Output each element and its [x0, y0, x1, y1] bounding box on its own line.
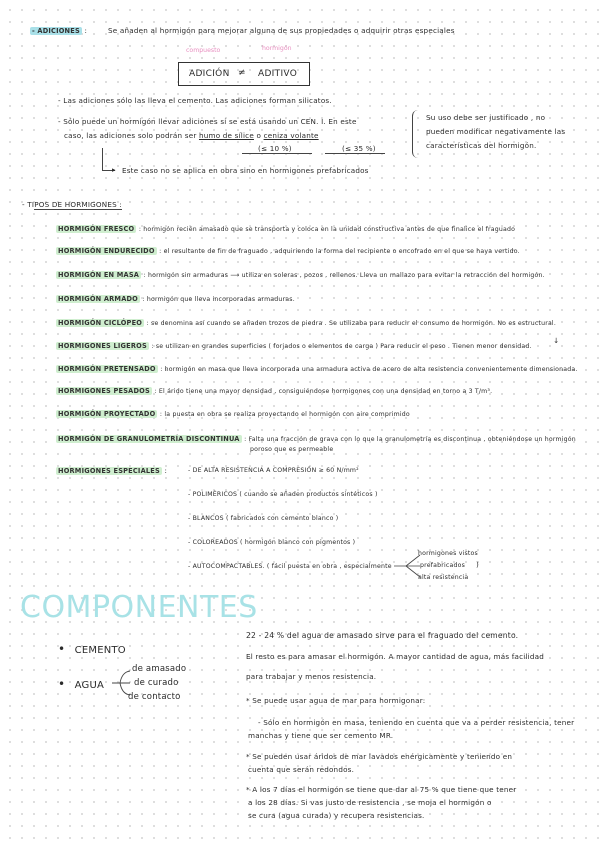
comp-right-2: para trabajar y menos resistencia.: [246, 672, 377, 681]
tipo-item-6: [56, 364, 578, 373]
comp-right-4: - Sólo en hormigón en masa, teniendo en cuenta que va a perder resistencia, tener: [258, 718, 575, 727]
tipo-term: HORMIGÓN PROYECTADO: [58, 410, 156, 418]
tipo-term: HORMIGÓN PRETENSADO: [58, 365, 156, 373]
comp-right-8: * A los 7 días el hormigón se tiene que dar al 75 % que tiene que tener: [246, 785, 517, 794]
tipo-text: : el resultante de fin de fraguado , adquiriendo la forma del recipiente o encofrado en el que se haya vertido.: [159, 248, 520, 255]
tipo-text: : se utilizan en grandes superficies ( forjados o elementos de carga ) Para reducir el peso . Tienen menor densidad.: [151, 343, 532, 350]
tipos-title: - TIPOS DE HORMIGONES :: [22, 200, 122, 209]
auto-close: ): [476, 560, 480, 569]
tipo-item-9-cont: poroso que es permeable: [250, 446, 334, 453]
tipo-term: HORMIGÓN ENDURECIDO: [58, 247, 155, 255]
adiciones-line2a: - Sólo puede un hormigón llevar adiciones si se está usando un CEN. I. En este: [58, 117, 357, 126]
comp-right-3: * Se puede usar agua de mar para hormigonar:: [246, 696, 426, 705]
comp-right-10: se cura (agua curada) y recupera resistencias.: [248, 811, 425, 820]
tipo-term: HORMIGÓN DE GRANULOMETRÍA DISCONTINUA: [58, 435, 240, 443]
adiciones-colon: :: [84, 26, 88, 35]
note-right-3: características del hormigón.: [426, 141, 537, 150]
brace-right: [412, 110, 423, 158]
auto-branch-1: prefabricados: [420, 562, 466, 569]
comp-right-1: El resto es para amasar el hormigón. A mayor cantidad de agua, más facilidad: [246, 652, 544, 661]
box-aditivo: ADITIVO: [258, 69, 298, 79]
especial-3: - COLOREADOS ( hormigón blanco con pigmentos ): [188, 539, 356, 546]
arrow-down-mark: ↓: [553, 336, 560, 345]
tipo-term: HORMIGÓN CICLÓPEO: [58, 319, 143, 327]
underline-pct2: [325, 153, 385, 154]
comp-right-6: * Se pueden usar áridos de mar lavados enérgicamente y teniendo en: [246, 752, 513, 761]
tipo-item-1: [56, 246, 520, 255]
tipo-item-0: [56, 224, 515, 233]
especial-1: - POLIMÉRICOS ( cuando se añaden productos sintéticos ): [188, 491, 378, 498]
especial-0: - DE ALTA RESISTENCIA A COMPRESIÓN ≥ 60 N/mm²: [188, 467, 359, 474]
label-compuesto: compuesto: [186, 47, 221, 54]
adiciones-definition: Se añaden al hormigón para mejorar alguna de sus propiedades o adquirir otras especiales: [108, 26, 455, 35]
tipo-text: : Falta una fracción de grava con lo que la granulometría es discontinua , obteniéndose un hormigón: [244, 436, 576, 443]
tipo-text: : hormigón que lleva incorporadas armaduras.: [142, 296, 295, 303]
auto-branch-2: alta resistencia: [418, 574, 469, 581]
adiciones-line1: - Las adiciones sólo las lleva el cemento. Las adiciones forman silicatos.: [58, 96, 332, 105]
pct-humo: (≤ 10 %): [258, 144, 292, 153]
especial-4: - AUTOCOMPACTABLES. ( fácil puesta en obra , especialmente: [188, 563, 392, 570]
box-neq: ≠: [238, 68, 246, 78]
tipo-term: HORMIGONES LIGEROS: [58, 342, 147, 350]
tipo-item-2: [56, 270, 545, 279]
tipo-text: : se denomina así cuando se añaden trozos de piedra . Se utilizaba para reducir el consumo de hormigón. No es estructural.: [146, 320, 557, 327]
tipo-text: : hormigón sin armaduras ⟶ utiliza en soleras , pozos , rellenos. Lleva un mallazo para evitar la retracción del hormigón.: [143, 272, 545, 279]
line2b-text: caso, las adiciones solo podrán ser: [64, 131, 197, 140]
tipo-text: : hormigón en masa que lleva incorporada una armadura activa de acero de alta resistencia convenientemente dimensionada.: [160, 366, 578, 373]
tipo-item-8: [56, 409, 410, 418]
adiciones-line3: Este caso no se aplica en obra sino en hormigones prefabricados: [122, 166, 369, 175]
tipo-item-7: [56, 386, 492, 395]
agua-branch-0: de amasado: [132, 664, 187, 674]
especiales-term: HORMIGONES ESPECIALES: [58, 467, 160, 475]
box-adicion: ADICIÓN: [189, 69, 230, 79]
arrow-head: ▸: [112, 165, 116, 174]
agua-branch-2: de contacto: [128, 692, 181, 702]
or-text: o: [256, 131, 262, 140]
pct-ceniza: (≤ 35 %): [342, 144, 376, 153]
tipo-item-3: [56, 294, 295, 303]
comp-right-7: cuenta que serán redondos.: [248, 765, 355, 774]
tipo-text: : El árido tiene una mayor densidad , consiguiéndose hormigones con una densidad en torno a 3 T/m³.: [154, 388, 493, 395]
componentes-title: COMPONENTES: [20, 590, 258, 625]
agua-branch-1: de curado: [134, 678, 179, 688]
tipo-term: HORMIGÓN ARMADO: [58, 295, 138, 303]
especial-2: - BLANCOS ( fabricados con cemento blanco ): [188, 515, 339, 522]
note-right-1: Su uso debe ser justificado , no: [426, 113, 546, 122]
auto-branch-0: hormigones vistos: [418, 550, 478, 557]
cemento-label: CEMENTO: [74, 645, 126, 656]
cemento-item: [58, 642, 126, 656]
tipo-text: : hormigón recién amasado que se transporta y coloca en la unidad constructiva antes de que finalice el fraguado: [138, 226, 516, 233]
tipo-item-5: [56, 341, 532, 350]
label-hormigon: hormigón: [262, 45, 292, 52]
underline-pct1: [242, 153, 312, 154]
tipo-item-4: [56, 318, 556, 327]
tipos-title-underline: [34, 209, 122, 210]
especiales-heading: [56, 466, 167, 475]
tipo-term: HORMIGONES PESADOS: [58, 387, 150, 395]
comp-right-5: manchas y tiene que ser cemento MR.: [248, 731, 394, 740]
note-right-2: pueden modificar negativamente las: [426, 127, 566, 136]
agua-label: AGUA: [74, 680, 105, 691]
especiales-colon: :: [164, 466, 168, 475]
adiciones-line2b: [64, 131, 319, 140]
adiciones-label: - ADICIONES: [32, 27, 80, 35]
adiciones-heading: [30, 26, 87, 35]
comp-right-0: 22 - 24 % del agua de amasado sirve para el fraguado del cemento.: [246, 631, 519, 640]
comp-right-9: a los 28 días. Si vas justo de resistencia , se moja el hormigón o: [248, 798, 492, 807]
tipo-term: HORMIGÓN EN MASA: [58, 271, 140, 279]
ceniza-volante: ceniza volante: [263, 131, 319, 140]
tipo-item-9: [56, 434, 576, 443]
humo-silice: humo de sílice: [198, 131, 254, 140]
tipo-term: HORMIGÓN FRESCO: [58, 225, 135, 233]
agua-item: [58, 677, 104, 691]
tipo-text: : la puesta en obra se realiza proyectando el hormigón con aire comprimido: [159, 411, 410, 418]
